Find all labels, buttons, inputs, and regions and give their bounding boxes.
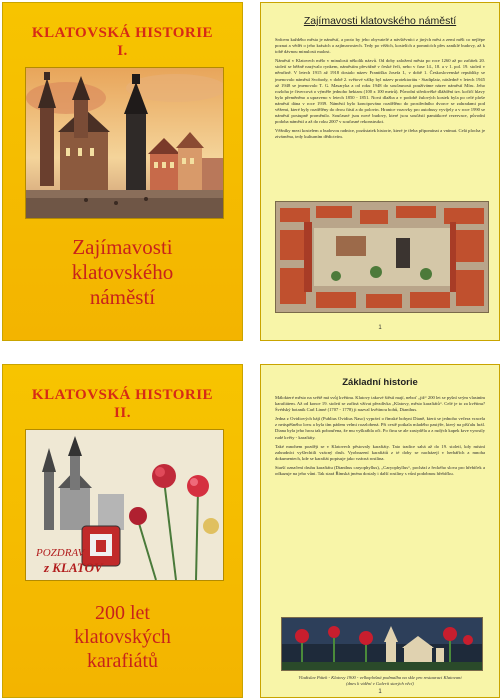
- page-number: 1: [378, 689, 382, 695]
- series-title: KLATOVSKÁ HISTORIE: [31, 25, 214, 41]
- postcard-illustration: [26, 430, 223, 580]
- caption-line-1: Vladislav Pátek - Klatovy 1900 - velkoplošná podmalba na skle pro restauraci Klatovani: [298, 675, 462, 680]
- volume-number: II.: [114, 405, 131, 421]
- page-title: Zajímavosti klatovského náměstí: [303, 15, 457, 27]
- cover-photo-square: [25, 67, 224, 219]
- postcard-greeting-1: POZDRAV: [36, 547, 85, 559]
- page-body: [275, 37, 485, 144]
- paragraph: Málokteré město na světě má svůj květinu. Klatovy takové štěstí mají, neboť „již“ 200 let se pyšní svým vlastním karafiátem. Až od konce 19. století se začíná vžívat přezdívka „Klatovy, město karafiátů“. Celé je to za květinu? Švédský botanik Carl Linné (1707 - 1778) ji nazval květinou bohů, Dianthus.: [275, 395, 485, 413]
- paragraph: Také mnohem později se v Klatovech pěstovaly karafiáty. Tato tradice sahá až do 19. století, kdy místní zahradníci vyšlechtili vzácný druh. Vyobrazení karafiátů z té doby se nacházejí v herbářích a mnoha dokumentech, kde se karafiát popisuje jako vzácná rostlina.: [275, 443, 485, 461]
- cover-volume-1: [2, 2, 243, 341]
- cover-postcard: [25, 429, 224, 581]
- panorama-painting: [281, 617, 483, 671]
- paragraph: Starší označení druhu karafiátu (Dianthus caryophyllus), „Caryophyllus“, pochází z řeckého slova pro hřebíček a odkazuje na jeho vůni. Tak stará Římská jména dostaly i další rostliny s vůní podobnou hřebíčku.: [275, 464, 485, 477]
- church-square-illustration: [26, 68, 223, 218]
- postcard-greeting-2: z KLATOV: [44, 560, 103, 575]
- paragraph: Jedna z Ovidiových bájí (Publius Ovidius Naso) vypráví o římské bohyni Dianě, která se jednoho večera vracela z neúspěšného lovu a byla tím pádem velmi rozzlobená. Při cestě potkala mladého pastýře, který na píšťalu hrál. Diana byla jeho hrou tak pobouřena, že mu vyškrábla oči. Po činu se ale zastyděla a z rudých kapek krve vyrostly rudé květy - karafiáty.: [275, 416, 485, 440]
- paragraph: Srdcem každého města je náměstí, a proto by jeho obyvatelé a návštěvníci z jiných měst a zemí měli co nejlépe poznat a vědět o jeho krásách a zajímavostech. Tedy po věžích, kostelích a pomnících přes zaniklé budovy, až k tobě dávnou minulosti malost.: [275, 37, 485, 55]
- text-page-2: [260, 364, 500, 698]
- cover-volume-2: [2, 364, 243, 698]
- aerial-photo: [275, 201, 489, 313]
- subtitle-line-2: klatovských: [74, 626, 171, 648]
- text-page-1: [260, 2, 500, 341]
- subtitle-line-2: klatovského: [71, 260, 174, 285]
- caption-line-2: (dnes k vidění v Galerii starých věcí): [346, 681, 414, 686]
- subtitle-line-1: Zajímavosti: [72, 235, 173, 259]
- page-title: Základní historie: [342, 377, 418, 388]
- subtitle-line-3: karafiátů: [86, 650, 159, 672]
- image-caption: [261, 675, 499, 687]
- cover-subtitle: [3, 601, 242, 673]
- subtitle-line-3: náměstí: [89, 285, 156, 310]
- series-title: KLATOVSKÁ HISTORIE: [31, 387, 214, 403]
- page-body: [275, 395, 485, 480]
- volume-number: I.: [117, 43, 128, 59]
- subtitle-line-1: 200 let: [95, 602, 150, 624]
- paragraph: Věžníky mezi kostelem a budovou radnice, pozůstatek historie, které je třeba připomínat a vnímat. Celá plocha je ztvárněna, tedy kulturním dědictvím.: [275, 128, 485, 140]
- panorama-illustration: [282, 618, 482, 670]
- paragraph: Náměstí v Klatovech mělo v minulosti několik názvů. Od doby založení města po roce 1260 až po začátek 20. století se běžně nazývalo rynkem, náměstím převážně v české řeči, nebo v čase 14., 18. a v 1. pol. 19. století v němčině. V letech 1915 až 1918 dostalo název Františka Josefa I., v době 1. Československé republiky se jmenovalo náměstí Svobody, v době 2. světové války byl název protektorátu - Stadtplatz, následně v letech 1945 až 1948 se jmenovalo T. G. Masaryka a od roku 1948 do současnosti používáme název náměstí Míru. Jeho rozloha je čtvercová o výměře jednoho hektaru (100 x 100 metrů). Původní středověké dláždění tzv. kočičí hlavy bylo přeměněno a upraveno v letech 1850 - 1851. Nová dlažba a v podobě žulových kostek byla po celé ploše náměstí dána v roce 1939. Náměstí bylo koncipováno rozdělěno do prostředního dvorce se zahradami pod věžemi, které byly rozdělěny do dvou částí a do polovin. Hranice vozovky pro autobusy vyvíjely a v roce 1990 se náměstí postupně proměnilo. Současné jsou nové budovy, které jsou součástí památkové rezervace, původní podoba náměstí a až do roku 2007 v současné rekonstrukci.: [275, 58, 485, 125]
- cover-subtitle: [3, 235, 242, 311]
- aerial-town-illustration: [276, 202, 488, 312]
- page-number: 1: [378, 325, 382, 331]
